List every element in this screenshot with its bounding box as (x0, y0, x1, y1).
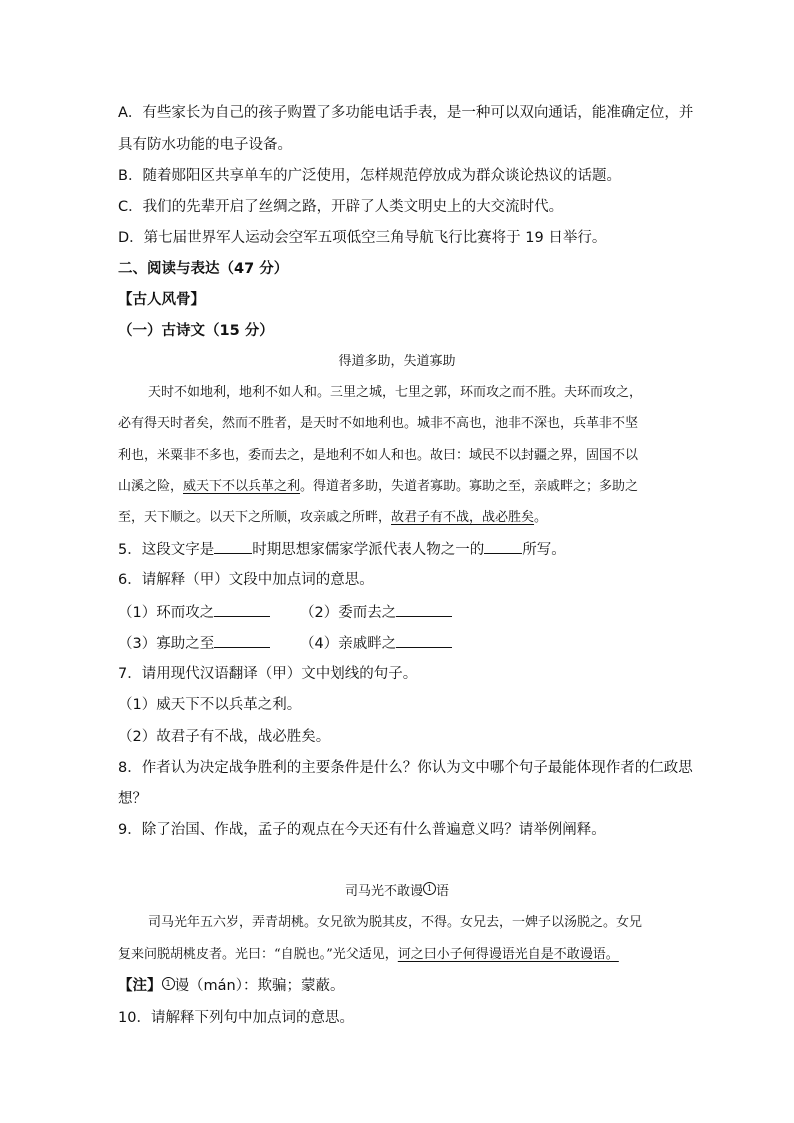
question-7-item: （1）威天下不以兵革之利。 (118, 697, 302, 713)
option-a-line1: A．有些家长为自己的孩子购置了多功能电话手表，是一种可以双向通话，能准确定位，并 (118, 105, 694, 121)
passage1-text: 山溪之险， (118, 479, 184, 494)
section-title: 二、阅读与表达（47 分） (118, 261, 289, 277)
question-6-item-label: （4）亲戚畔之 (300, 636, 397, 652)
passage1-text: 。得道者多助，失道者寡助。寡助之至，亲戚畔之；多助之 (300, 479, 639, 494)
question-5-text: 5．这段文字是 (118, 542, 215, 558)
question-6-item (300, 633, 452, 654)
underlined-sentence: 威天下不以兵革之利 (183, 479, 301, 494)
underlined-sentence: 诃之曰小子何得谩语光自是不敢谩语。 (397, 947, 619, 962)
passage1-text: 。 (534, 510, 548, 525)
question-10: 10．请解释下列句中加点词的意思。 (118, 1010, 354, 1026)
footnote-label: 【注】 (118, 978, 162, 994)
question-6-item (300, 602, 452, 623)
question-5-text: 所写。 (522, 542, 566, 558)
underlined-sentence: 故君子有不战，战必胜矣 (391, 510, 535, 525)
passage1-text: 至，天下顺之。以天下之所顺，攻亲戚之所畔， (118, 510, 392, 525)
answer-blank[interactable] (214, 602, 270, 617)
answer-blank[interactable] (214, 633, 270, 648)
question-6-item-label: （1）环而攻之 (118, 605, 215, 621)
answer-blank[interactable] (396, 633, 452, 648)
question-8-line1: 8．作者认为决定战争胜利的主要条件是什么？你认为文中哪个句子最能体现作者的仁政思 (118, 760, 693, 776)
footnote-marker: 1 (423, 882, 436, 895)
question-7-item: （2）故君子有不战，战必胜矣。 (118, 729, 331, 745)
passage1-title: 得道多助，失道寡助 (338, 354, 456, 369)
passage1-line (118, 477, 638, 497)
option-b: B．随着郧阳区共享单车的广泛使用，怎样规范停放成为群众谈论热议的话题。 (118, 168, 621, 184)
passage1-line (118, 508, 547, 528)
passage1-line: 必有得天时者矣，然而不胜者，是天时不如地利也。城非不高也，池非不深也，兵革非不坚 (118, 416, 639, 431)
question-8-line2: 想？ (118, 791, 147, 807)
passage2-text: 复来问脱胡桃皮者。光曰：“自脱也。”光父适见， (118, 947, 398, 962)
footnote-text: 谩（mán）：欺骗；蒙蔽。 (174, 978, 345, 994)
question-7: 7．请用现代汉语翻译（甲）文中划线的句子。 (118, 666, 418, 682)
question-6-item-label: （3）寡助之至 (118, 636, 215, 652)
passage2-title-text: 司马光不敢谩 (344, 884, 423, 899)
answer-blank[interactable] (484, 539, 522, 554)
option-d: D．第七届世界军人运动会空军五项低空三角导航飞行比赛将于 19 日举行。 (118, 230, 607, 246)
option-a-line2: 具有防水功能的电子设备。 (118, 137, 292, 153)
passage1-line: 天时不如地利，地利不如人和。三里之城，七里之郭，环而攻之而不胜。夫环而攻之， (148, 385, 643, 400)
question-5-text: 时期思想家儒家学派代表人物之一的 (252, 542, 485, 558)
passage2-line: 司马光年五六岁，弄青胡桃。女兄欲为脱其皮，不得。女兄去，一婢子以汤脱之。女兄 (148, 915, 643, 930)
question-5 (118, 539, 566, 560)
answer-blank[interactable] (396, 602, 452, 617)
footnote (118, 976, 344, 996)
passage2-title-text: 语 (436, 884, 450, 899)
option-c: C．我们的先辈开启了丝绸之路，开辟了人类文明史上的大交流时代。 (118, 199, 564, 215)
footnote-marker: 1 (162, 977, 175, 990)
question-9: 9．除了治国、作战，孟子的观点在今天还有什么普遍意义吗？请举例阐释。 (118, 822, 606, 838)
question-6-item (118, 633, 270, 654)
passage2-title (0, 882, 794, 902)
part1-heading: （一）古诗文（15 分） (118, 323, 274, 339)
section-subtitle: 【古人风骨】 (118, 292, 205, 308)
passage1-line: 利也，米粟非不多也，委而去之，是地利不如人和也。故曰：域民不以封疆之界，固国不以 (118, 448, 639, 463)
question-6: 6．请解释（甲）文段中加点词的意思。 (118, 572, 374, 588)
answer-blank[interactable] (214, 539, 252, 554)
question-6-item-label: （2）委而去之 (300, 605, 397, 621)
passage2-line (118, 945, 619, 965)
question-6-item (118, 602, 270, 623)
